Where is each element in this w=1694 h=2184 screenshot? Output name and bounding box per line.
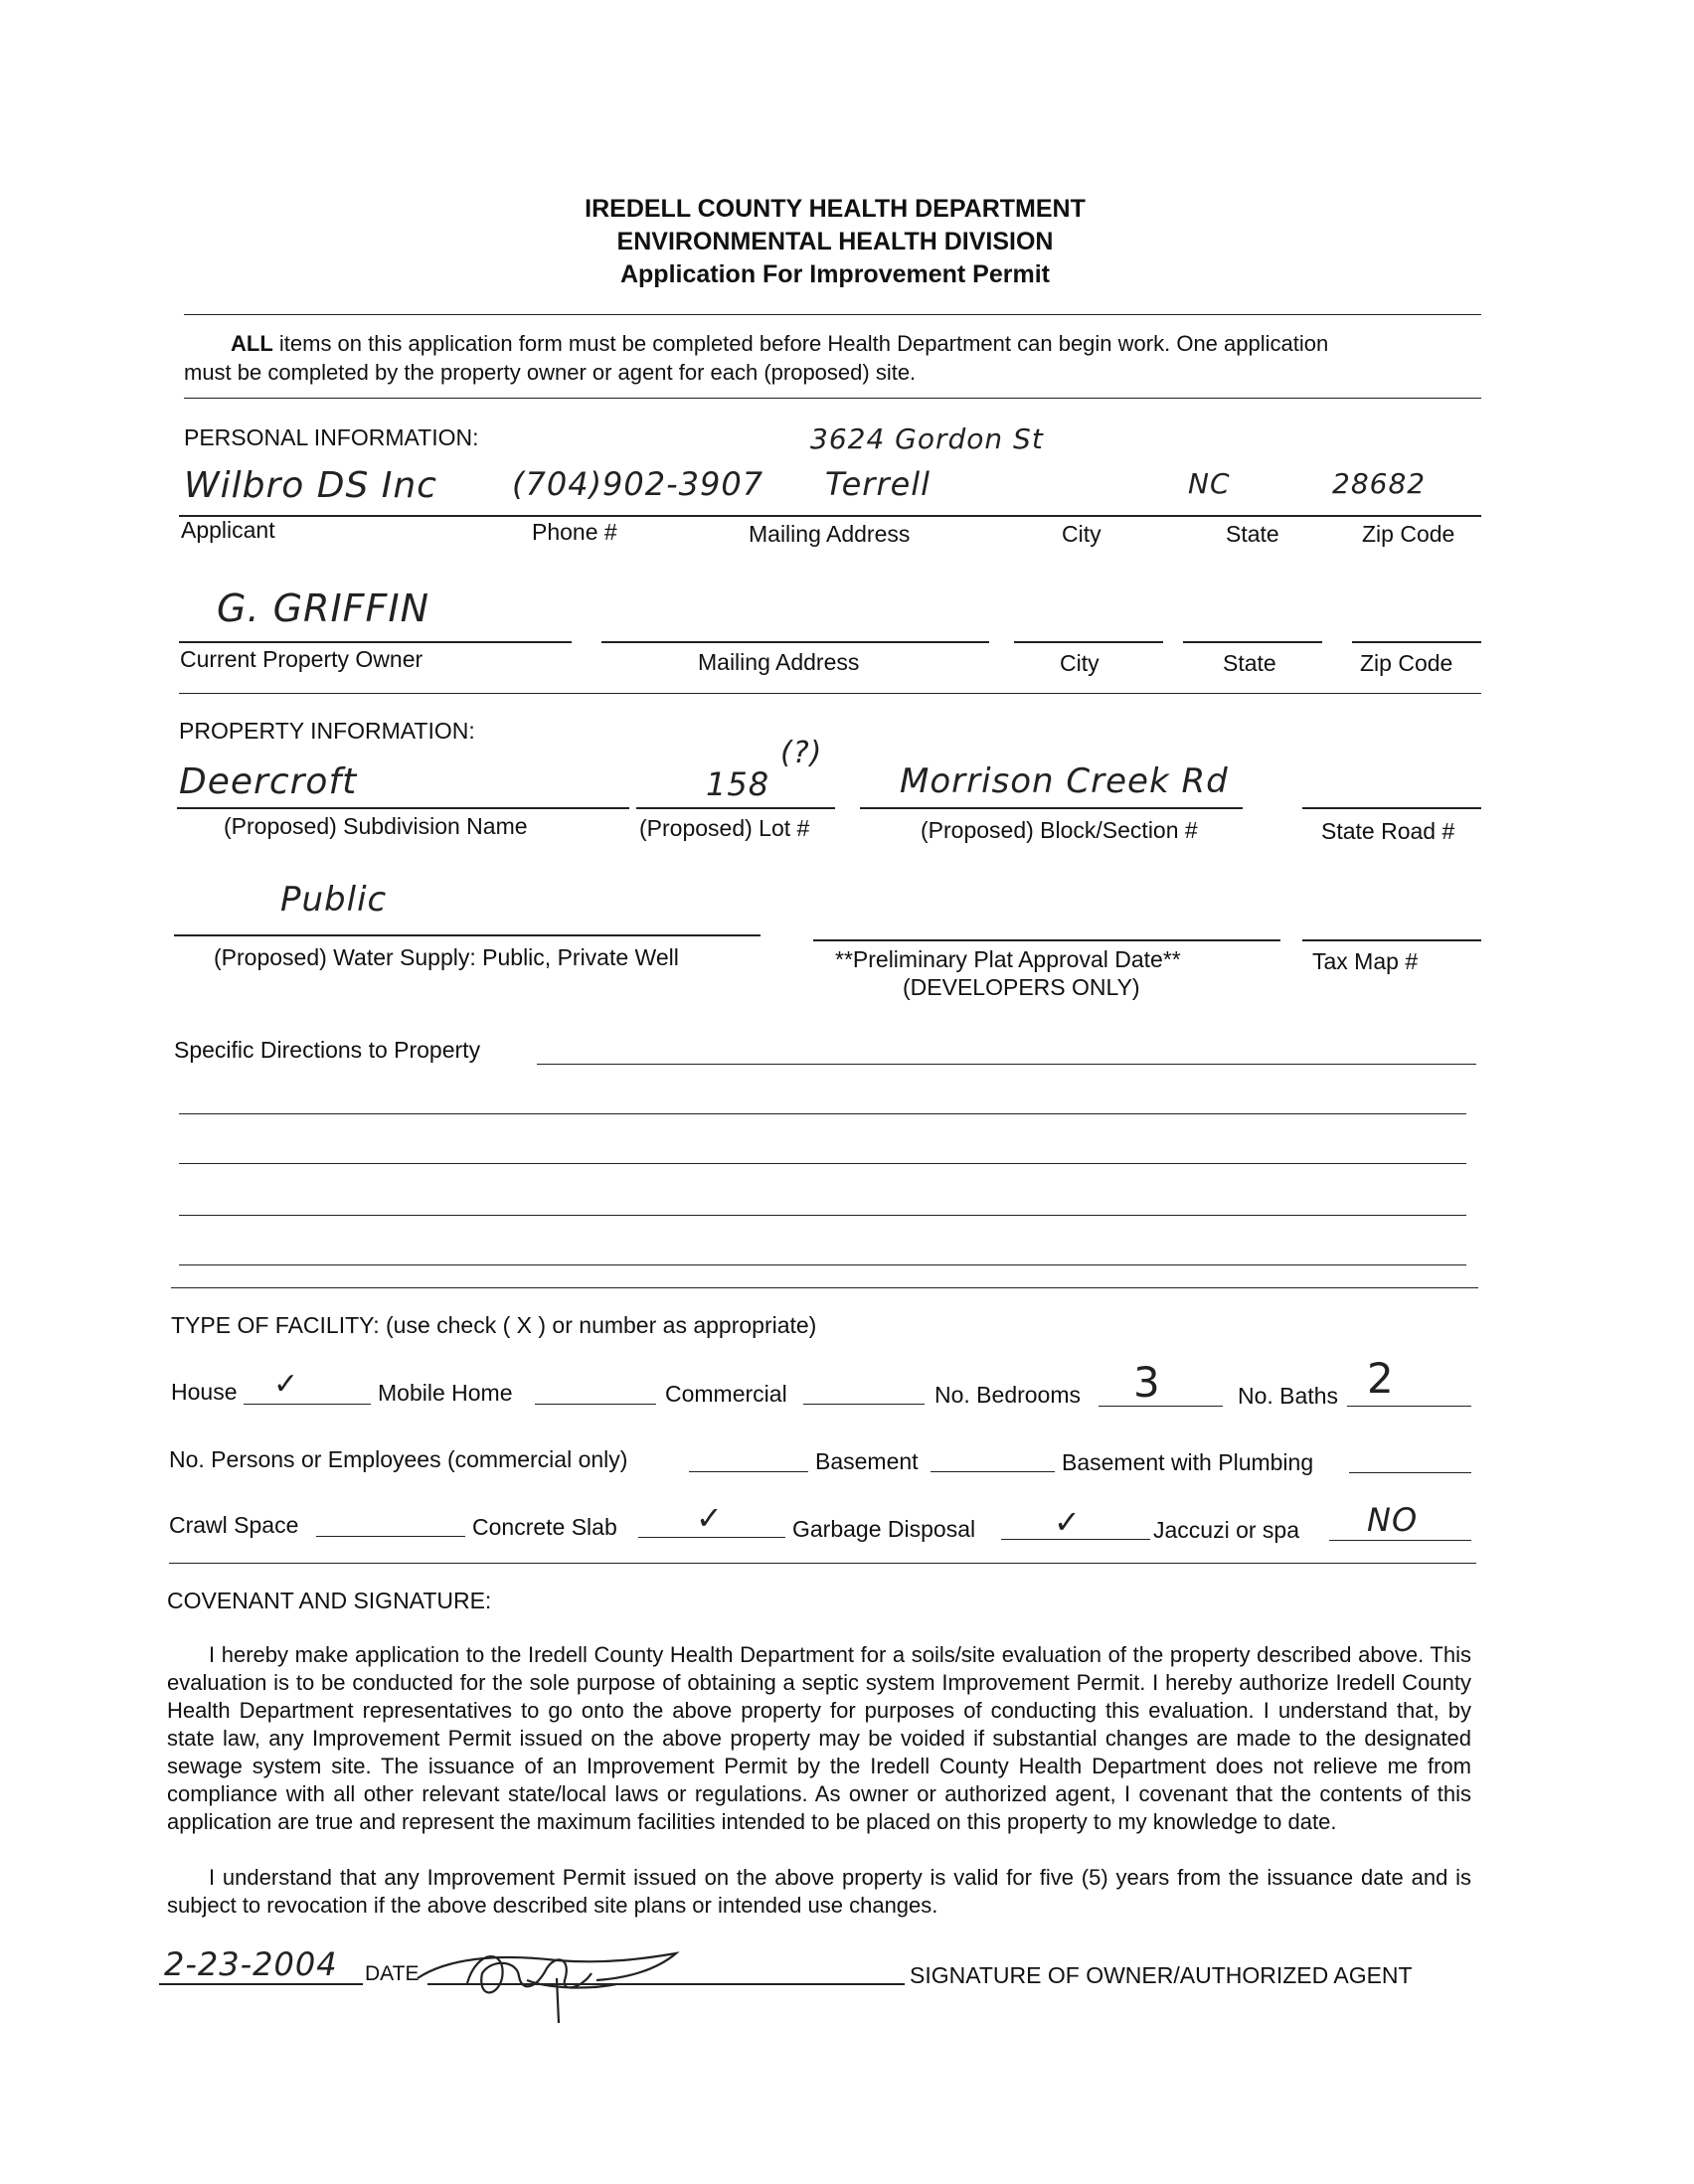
lot-label: (Proposed) Lot #: [639, 815, 810, 841]
mobile-label: Mobile Home: [378, 1380, 513, 1406]
personal-rule: [179, 693, 1481, 694]
state-label: State: [1226, 521, 1279, 547]
owner-line: [179, 641, 572, 643]
owner-zip-label: Zip Code: [1360, 650, 1453, 676]
owner-label: Current Property Owner: [180, 646, 424, 672]
house-label: House: [171, 1379, 238, 1405]
owner-zip-line: [1352, 641, 1481, 643]
city-label: City: [1062, 521, 1101, 547]
directions-label: Specific Directions to Property: [174, 1037, 481, 1063]
owner-state-line: [1183, 641, 1322, 643]
basement-label: Basement: [815, 1448, 919, 1474]
road-line: [1302, 807, 1481, 809]
directions-line-1: [537, 1064, 1476, 1065]
commercial-line: [803, 1404, 925, 1405]
facility-rule: [169, 1563, 1476, 1564]
signature-label: SIGNATURE OF OWNER/AUTHORIZED AGENT: [910, 1962, 1413, 1988]
taxmap-label: Tax Map #: [1312, 948, 1419, 974]
intro-text: [231, 331, 1328, 357]
directions-line-4: [179, 1215, 1466, 1216]
covenant-paragraph-2: I understand that any Improvement Permit issued on the above property is valid for five (5) years from the issuance date and is subject to revocation if the above described site plans or intended use changes.: [167, 1865, 1471, 1918]
baths-label: No. Baths: [1238, 1383, 1338, 1409]
road-label: State Road #: [1321, 818, 1455, 844]
crawl-line: [316, 1536, 465, 1537]
subdivision-line: [177, 807, 629, 809]
dept-title: IREDELL COUNTY HEALTH DEPARTMENT: [585, 195, 1086, 223]
covenant-heading: COVENANT AND SIGNATURE:: [167, 1588, 492, 1613]
water-line: [174, 934, 761, 936]
directions-line-2: [179, 1113, 1466, 1114]
facility-heading: TYPE OF FACILITY: (use check ( X ) or number as appropriate): [171, 1312, 817, 1338]
basement-plumbing-label: Basement with Plumbing: [1062, 1449, 1314, 1475]
baths-value: 2: [1367, 1354, 1395, 1403]
applicant-label: Applicant: [181, 517, 275, 543]
block-value: Morrison Creek Rd: [900, 761, 1229, 801]
mailing-label: Mailing Address: [749, 521, 911, 547]
jacuzzi-label: Jaccuzi or spa: [1153, 1517, 1300, 1543]
directions-line-5: [179, 1264, 1466, 1265]
phone-label: Phone #: [532, 519, 617, 545]
directions-line-3: [179, 1163, 1466, 1164]
intro-line1: items on this application form must be completed before Health Department can begin work. One application: [272, 331, 1329, 356]
slab-value: ✓: [696, 1499, 724, 1537]
plat-label: **Preliminary Plat Approval Date**: [835, 946, 1181, 972]
signature-scribble: [408, 1919, 696, 2028]
water-value: Public: [280, 880, 388, 920]
form-title: Application For Improvement Permit: [619, 260, 1050, 288]
covenant-paragraph-1: I hereby make application to the Iredell County Health Department for a soils/site evaluation of the property described above. This evaluation is to be conducted for the sole purpose of obtaining a septic system Improvement Permit. I hereby authorize Iredell County Health Department representatives to go onto the above property for purposes of conducting this evaluation. I understand that, by state law, any Improvement Permit issued on the above property may be voided if substantial changes are made to the designated sewage system site. The issuance of an Improvement Permit by the Iredell County Health Department does not relieve me from compliance with all other relevant state/local laws or regulations. As owner or authorized agent, I covenant that the contents of this application are true and represent the maximum facilities intended to be placed on this property to my knowledge to date.: [167, 1642, 1471, 1834]
phone-value: (704)902-3907: [512, 465, 764, 503]
taxmap-line: [1302, 939, 1481, 941]
header-rule: [184, 314, 1481, 315]
block-label: (Proposed) Block/Section #: [921, 817, 1198, 843]
basement-plumbing-line: [1349, 1472, 1471, 1473]
zip-value: 28682: [1332, 467, 1427, 500]
plat-line: [813, 939, 1280, 941]
lot-value: 158: [706, 765, 770, 803]
jacuzzi-value: NO: [1367, 1501, 1419, 1539]
lot-line: [636, 807, 835, 809]
basement-line: [931, 1471, 1055, 1472]
city-value: Terrell: [825, 465, 932, 503]
owner-city-line: [1014, 641, 1163, 643]
state-value: NC: [1188, 467, 1231, 500]
directions-rule: [171, 1287, 1478, 1288]
subdivision-value: Deercroft: [179, 761, 358, 802]
bedrooms-value: 3: [1133, 1358, 1161, 1407]
disposal-value: ✓: [1054, 1503, 1082, 1541]
plat-sub-label: (DEVELOPERS ONLY): [903, 974, 1140, 1000]
persons-label: No. Persons or Employees (commercial only): [169, 1446, 628, 1472]
block-line: [860, 807, 1243, 809]
house-line: [244, 1404, 371, 1405]
commercial-label: Commercial: [665, 1381, 787, 1407]
lot-note-value: (?): [780, 736, 823, 770]
intro-rule: [184, 398, 1481, 399]
water-label: (Proposed) Water Supply: Public, Private Well: [214, 944, 679, 970]
persons-line: [689, 1471, 808, 1472]
jacuzzi-line: [1329, 1540, 1471, 1541]
owner-mailing-label: Mailing Address: [698, 649, 860, 675]
personal-heading: PERSONAL INFORMATION:: [184, 424, 479, 450]
subdivision-label: (Proposed) Subdivision Name: [224, 813, 528, 839]
applicant-line: [179, 515, 1481, 517]
applicant-address-value: 3624 Gordon St: [810, 422, 1044, 455]
baths-line: [1347, 1406, 1471, 1407]
disposal-label: Garbage Disposal: [792, 1516, 976, 1542]
crawl-label: Crawl Space: [169, 1512, 299, 1538]
owner-city-label: City: [1060, 650, 1100, 676]
mobile-line: [535, 1404, 656, 1405]
intro-line2: must be completed by the property owner or agent for each (proposed) site.: [184, 360, 917, 385]
intro-bold: ALL: [231, 331, 273, 356]
house-value: ✓: [273, 1367, 300, 1402]
owner-mailing-line: [601, 641, 989, 643]
applicant-value: Wilbro DS Inc: [184, 465, 437, 506]
property-heading: PROPERTY INFORMATION:: [179, 718, 475, 744]
date-line: [159, 1983, 363, 1985]
slab-line: [638, 1537, 785, 1538]
slab-label: Concrete Slab: [472, 1514, 617, 1540]
division-title: ENVIRONMENTAL HEALTH DIVISION: [616, 228, 1054, 255]
owner-state-label: State: [1223, 650, 1276, 676]
owner-value: G. GRIFFIN: [217, 587, 430, 630]
date-value: 2-23-2004: [164, 1945, 338, 1983]
zip-label: Zip Code: [1362, 521, 1455, 547]
bedrooms-label: No. Bedrooms: [934, 1382, 1082, 1408]
date-label: DATE: [365, 1962, 420, 1985]
